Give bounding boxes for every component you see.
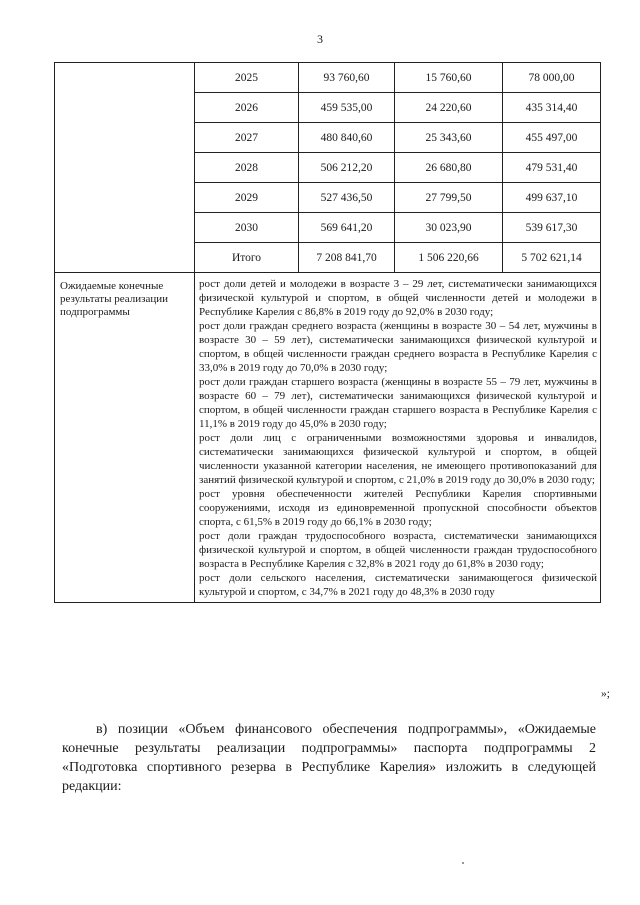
amount-cell: 479 531,40: [503, 153, 601, 183]
amount-cell: 455 497,00: [503, 123, 601, 153]
total-cell: 480 840,60: [299, 123, 395, 153]
grand-total-cell: 5 702 621,14: [503, 243, 601, 273]
body-paragraph: в) позиции «Объем финансового обеспечения подпрограммы», «Ожидаемые конечные результаты реализации подпрограммы» паспорта подпрограммы 2 «Подготовка спортивного резерва в Республике Карелия» изложить в следующей редакции:: [62, 722, 596, 794]
year-cell: 2029: [195, 183, 299, 213]
result-item: рост доли граждан трудоспособного возраста, систематически занимающихся физической культурой и спортом, в общей численности граждан трудоспособного возраста в Республике Карелия с 32,8% в 2021 году до 61,8% в 2030 году;: [199, 530, 597, 570]
result-item: рост доли граждан старшего возраста (женщины в возрасте 55 – 79 лет, мужчины в возрасте 60 – 79 лет), систематически занимающихся физической культурой и спортом, в общей численности граждан старшего возраста в Республике Карелия с 11,1% в 2019 году до 45,0% в 2030 году;: [199, 376, 597, 430]
empty-label-cell: [55, 63, 195, 273]
total-label-cell: Итого: [195, 243, 299, 273]
amount-cell: 30 023,90: [395, 213, 503, 243]
results-label: Ожидаемые конечные результаты реализации подпрограммы: [55, 273, 195, 603]
amount-cell: 27 799,50: [395, 183, 503, 213]
grand-total-cell: 1 506 220,66: [395, 243, 503, 273]
result-item: рост уровня обеспеченности жителей Республики Карелия спортивными сооружениями, исходя из единовременной пропускной способности объектов спорта, с 61,5% в 2019 году до 66,1% в 2030 году;: [199, 488, 597, 528]
amount-cell: 78 000,00: [503, 63, 601, 93]
result-item: рост доли граждан среднего возраста (женщины в возрасте 30 – 54 лет, мужчины в возрасте 30 – 59 лет), систематически занимающихся физической культурой и спортом, в общей численности граждан среднего возраста в Республике Карелия с 33,0% в 2019 году до 70,0% в 2030 году;: [199, 320, 597, 374]
total-cell: 527 436,50: [299, 183, 395, 213]
amount-cell: 26 680,80: [395, 153, 503, 183]
closing-quote: »;: [601, 688, 610, 700]
total-cell: 459 535,00: [299, 93, 395, 123]
year-cell: 2026: [195, 93, 299, 123]
grand-total-cell: 7 208 841,70: [299, 243, 395, 273]
amount-cell: 435 314,40: [503, 93, 601, 123]
amount-cell: 15 760,60: [395, 63, 503, 93]
total-cell: 569 641,20: [299, 213, 395, 243]
table-row: [55, 63, 601, 93]
results-text: [195, 273, 601, 603]
scan-speck: [462, 862, 464, 864]
year-cell: 2028: [195, 153, 299, 183]
funding-table: [54, 62, 601, 603]
result-item: рост доли сельского населения, систематически занимающегося физической культурой и спортом, с 34,7% в 2021 году до 48,3% в 2030 году: [199, 572, 597, 598]
total-cell: 506 212,20: [299, 153, 395, 183]
year-cell: 2027: [195, 123, 299, 153]
amount-cell: 24 220,60: [395, 93, 503, 123]
result-item: рост доли детей и молодежи в возрасте 3 – 29 лет, систематически занимающихся физической культурой и спортом, в общей численности детей и молодежи в Республике Карелия с 86,8% в 2019 году до 92,0% в 2030 году;: [199, 278, 597, 318]
total-cell: 93 760,60: [299, 63, 395, 93]
year-cell: 2030: [195, 213, 299, 243]
year-cell: 2025: [195, 63, 299, 93]
amount-cell: 539 617,30: [503, 213, 601, 243]
amount-cell: 499 637,10: [503, 183, 601, 213]
amount-cell: 25 343,60: [395, 123, 503, 153]
result-item: рост доли лиц с ограниченными возможностями здоровья и инвалидов, систематически занимающихся физической культурой и спортом, в общей численности указанной категории населения, не имеющего противопоказаний для занятий физической культурой и спортом, с 21,0% в 2019 году до 30,0% в 2030 году;: [199, 432, 597, 486]
results-row: [55, 273, 601, 603]
page-number: 3: [317, 32, 323, 46]
